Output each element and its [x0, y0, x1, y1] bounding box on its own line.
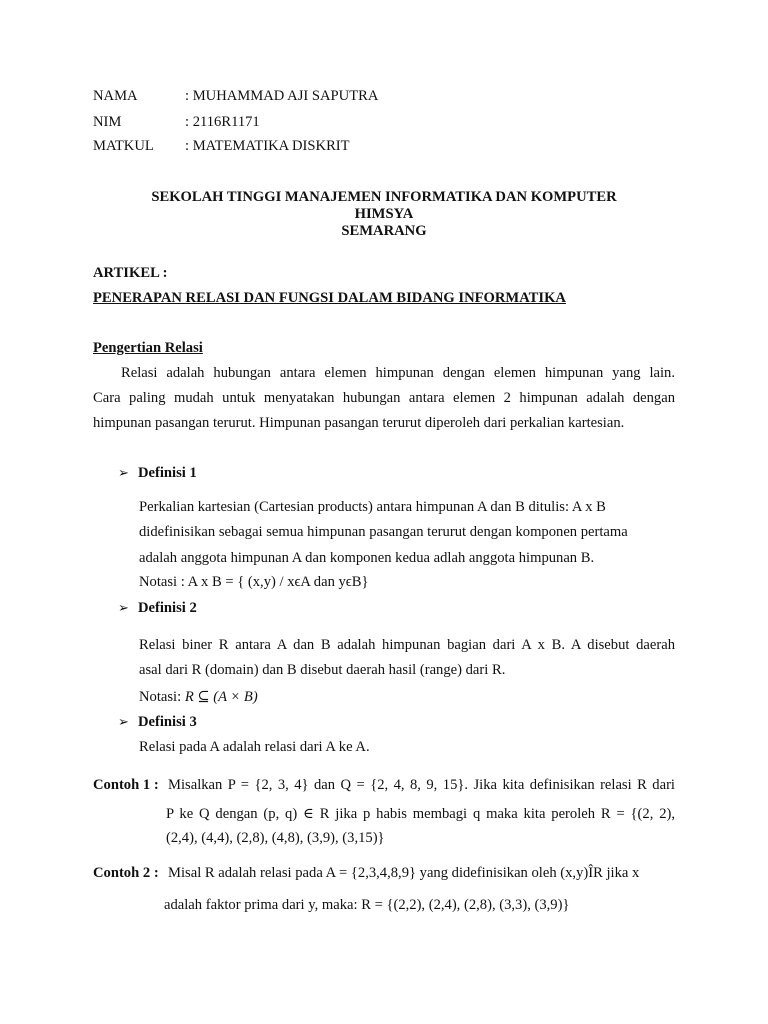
arrow-bullet-icon: ➢ — [118, 601, 129, 616]
contoh-2-label: Contoh 2 : — [93, 865, 159, 881]
definisi-1-line-3: adalah anggota himpunan A dan komponen kedua adlah anggota himpunan B. — [139, 550, 595, 566]
arrow-bullet-icon: ➢ — [118, 715, 129, 730]
definisi-1-line-2: didefinisikan sebagai semua himpunan pasangan terurut dengan komponen pertama — [139, 524, 628, 540]
nim-label: NIM — [93, 114, 122, 130]
matkul-value: : MATEMATIKA DISKRIT — [185, 138, 350, 154]
nama-value: : MUHAMMAD AJI SAPUTRA — [185, 88, 379, 104]
institution-line-3: SEMARANG — [341, 223, 427, 239]
institution-line-2: HIMSYA — [354, 206, 414, 222]
contoh-1-line-1: Misalkan P = {2, 3, 4} dan Q = {2, 4, 8, 9, 15}. Jika kita definisikan relasi R dari — [168, 777, 675, 793]
definisi-1-heading — [118, 465, 197, 482]
definisi-2-line-1: Relasi biner R antara A dan B adalah himpunan bagian dari A x B. A disebut daerah — [139, 637, 675, 653]
definisi-1-title: Definisi 1 — [138, 465, 197, 481]
contoh-2-line-2: adalah faktor prima dari y, maka: R = {(2,2), (2,4), (2,8), (3,3), (3,9)} — [164, 897, 570, 913]
section-para-line-2: Cara paling mudah untuk menyatakan hubungan antara elemen 2 himpunan adalah dengan — [93, 390, 675, 406]
definisi-1-notasi: Notasi : A x B = { (x,y) / xϵA dan yϵB} — [139, 574, 369, 590]
contoh-1-line-3: (2,4), (4,4), (2,8), (4,8), (3,9), (3,15)} — [166, 830, 385, 846]
definisi-3-title: Definisi 3 — [138, 714, 197, 730]
definisi-2-title: Definisi 2 — [138, 600, 197, 616]
section-para-line-1: Relasi adalah hubungan antara elemen himpunan dengan elemen himpunan yang lain. — [121, 365, 675, 381]
arrow-bullet-icon: ➢ — [118, 466, 129, 481]
article-label: ARTIKEL : — [93, 265, 168, 281]
contoh-1-line-2: P ke Q dengan (p, q) ∈ R jika p habis membagi q maka kita peroleh R = {(2, 2), — [166, 806, 675, 822]
nim-value: : 2116R1171 — [185, 114, 260, 130]
article-title: PENERAPAN RELASI DAN FUNGSI DALAM BIDANG INFORMATIKA — [93, 290, 566, 306]
definisi-2-notasi-prefix: Notasi: — [139, 689, 185, 705]
contoh-1-label: Contoh 1 : — [93, 777, 159, 793]
contoh-2-line-1: Misal R adalah relasi pada A = {2,3,4,8,9} yang didefinisikan oleh (x,y)ÎR jika x — [168, 865, 640, 881]
definisi-3-heading — [118, 714, 197, 731]
definisi-2-line-2: asal dari R (domain) dan B disebut daerah hasil (range) dari R. — [139, 662, 506, 678]
section-para-line-3: himpunan pasangan terurut. Himpunan pasangan terurut diperoleh dari perkalian kartesian. — [93, 415, 625, 431]
nama-label: NAMA — [93, 88, 138, 104]
definisi-1-line-1: Perkalian kartesian (Cartesian products) antara himpunan A dan B ditulis: A x B — [139, 499, 606, 515]
definisi-2-notasi — [139, 688, 258, 706]
matkul-label: MATKUL — [93, 138, 154, 154]
section-heading: Pengertian Relasi — [93, 340, 203, 356]
institution-line-1: SEKOLAH TINGGI MANAJEMEN INFORMATIKA DAN KOMPUTER — [151, 189, 617, 205]
definisi-3-line-1: Relasi pada A adalah relasi dari A ke A. — [139, 739, 370, 755]
definisi-2-notasi-math: R ⊆ (A × B) — [184, 689, 258, 705]
definisi-2-heading — [118, 600, 197, 617]
